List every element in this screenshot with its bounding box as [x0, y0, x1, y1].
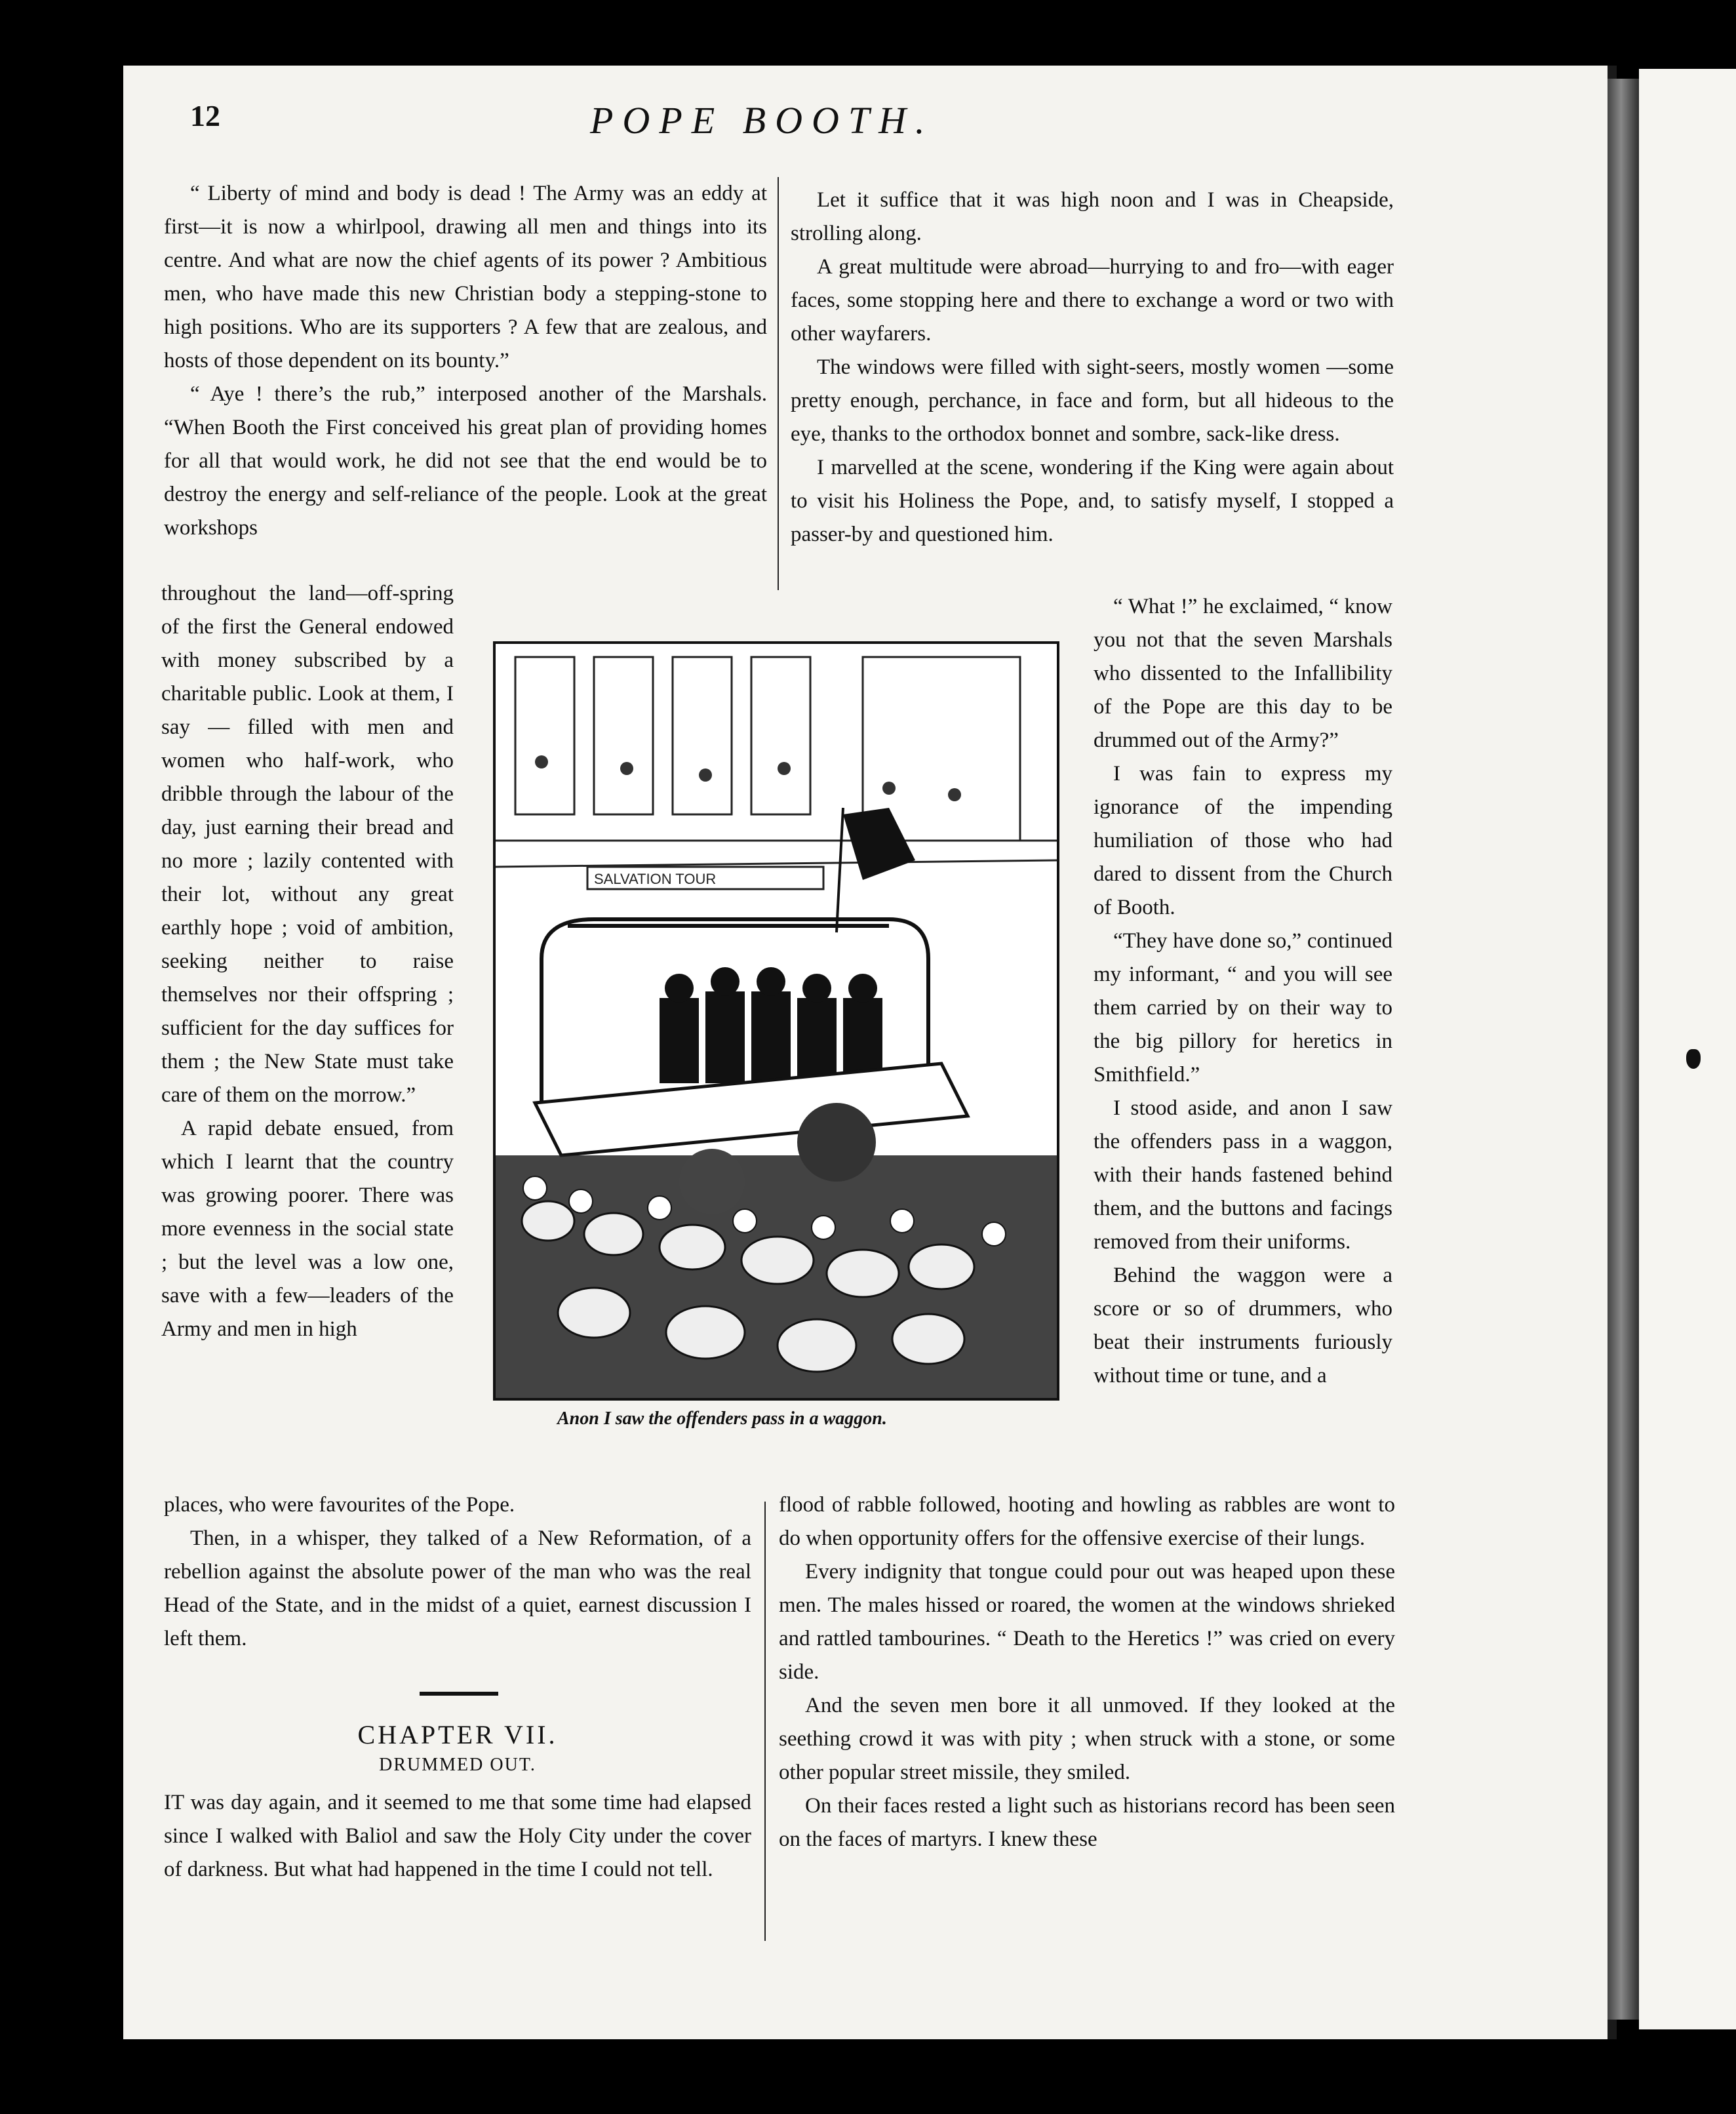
chapter-subtitle: DRUMMED OUT.	[379, 1755, 536, 1775]
paragraph: I stood aside, and anon I saw the offenders pass in a waggon, with their hands fastened behind them, and the buttons and facings removed from their uniforms.	[1094, 1096, 1392, 1254]
paragraph: “ What !” he exclaimed, “ know you not that the seven Marshals who dissented to the Infallibility of the Pope are this day to be drummed out of the Army?”	[1094, 595, 1392, 752]
paragraph: Let it suffice that it was high noon and I was in Cheapside, strolling along.	[791, 188, 1394, 245]
right-column-bottom	[779, 1488, 1395, 1856]
illustration-procession	[493, 641, 1059, 1401]
chapter-title: CHAPTER VII.	[357, 1720, 558, 1749]
column-rule-bottom	[764, 1502, 766, 1941]
right-column-top	[791, 184, 1394, 551]
banner-text: SALVATION TOUR	[594, 871, 717, 887]
paragraph: throughout the land—off-spring of the first the General endowed with money subscribed by a charitable public. Look at them, I say — filled with men and women who half-work, who dribble through the labour of the day, just earning their bread and no more ; lazily contented with their lot, without any great earthly hope ; void of ambition, seeking neither to raise themselves nor their offspring ; sufficient for the day suffices for them ; the New State must take care of them on the morrow.”	[161, 582, 454, 1107]
paragraph: A rapid debate ensued, from which I learnt that the country was growing poorer. There was more evenness in the social state ; but the level was a low one, save with a few—leaders of the Army and men in high	[161, 1117, 454, 1341]
paragraph: And the seven men bore it all unmoved. If they looked at the seething crowd it was with pity ; when struck with a stone, or some other popular street missile, they smiled.	[779, 1694, 1395, 1784]
page-number: 12	[190, 99, 220, 132]
chapter-opening	[164, 1786, 751, 1886]
paragraph: places, who were favourites of the Pope.	[164, 1493, 515, 1517]
left-column-top	[164, 177, 767, 545]
paragraph: The windows were filled with sight-seers, mostly women —some pretty enough, perchance, in face and form, but all hideous to the eye, thanks to the orthodox bonnet and sombre, sack-like dress.	[791, 355, 1394, 446]
paragraph: “ Aye ! there’s the rub,” interposed another of the Marshals. “When Booth the First conceived his great plan of providing homes for all that would work, he did not see that the end would be to destroy the energy and self-reliance of the people. Look at the great workshops	[164, 382, 767, 540]
paragraph: “They have done so,” continued my informant, “ and you will see them carried by on their way to the big pillory for heretics in Smithfield.”	[1094, 929, 1392, 1087]
paragraph: Behind the waggon were a score or so of drummers, who beat their instruments furiously without time or tune, and a	[1094, 1264, 1392, 1387]
column-rule-top	[778, 177, 779, 590]
ink-mark	[1686, 1049, 1701, 1069]
paragraph: A great multitude were abroad—hurrying to and fro—with eager faces, some stopping here and there to exchange a word or two with other wayfarers.	[791, 255, 1394, 346]
paragraph: Then, in a whisper, they talked of a New Reformation, of a rebellion against the absolute power of the man who was the real Head of the State, and in the midst of a quiet, earnest discussion I left them.	[164, 1526, 751, 1650]
left-column-wrap	[161, 577, 454, 1346]
chapter-divider	[420, 1692, 498, 1696]
illustration-caption: Anon I saw the offenders pass in a waggon.	[557, 1408, 887, 1429]
left-column-bottom	[164, 1488, 751, 1656]
paragraph: IT was day again, and it seemed to me that some time had elapsed since I walked with Baliol and saw the Holy City under the cover of darkness. But what had happened in the time I could not tell.	[164, 1791, 751, 1881]
right-column-wrap	[1094, 590, 1392, 1393]
page-gutter	[1608, 79, 1642, 2020]
engraving-image	[496, 644, 1057, 1398]
facing-page	[1639, 69, 1736, 2029]
running-title: POPE BOOTH.	[590, 99, 934, 142]
paragraph: Every indignity that tongue could pour out was heaped upon these men. The males hissed or roared, the women at the windows shrieked and rattled tambourines. “ Death to the Heretics !” was cried on every side.	[779, 1560, 1395, 1684]
paragraph: “ Liberty of mind and body is dead ! The Army was an eddy at first—it is now a whirlpool, drawing all men and things into its centre. And what are now the chief agents of its power ? Ambitious men, who have made this new Christian body a stepping-stone to high positions. Who are its supporters ? A few that are zealous, and hosts of those dependent on its bounty.”	[164, 182, 767, 372]
paragraph: I was fain to express my ignorance of the impending humiliation of those who had dared to dissent from the Church of Booth.	[1094, 762, 1392, 919]
paragraph: flood of rabble followed, hooting and howling as rabbles are wont to do when opportunity offers for the offensive exercise of their lungs.	[779, 1493, 1395, 1550]
paragraph: I marvelled at the scene, wondering if the King were again about to visit his Holiness the Pope, and, to satisfy myself, I stopped a passer-by and questioned him.	[791, 456, 1394, 546]
paragraph: On their faces rested a light such as historians record has been seen on the faces of martyrs. I knew these	[779, 1794, 1395, 1851]
